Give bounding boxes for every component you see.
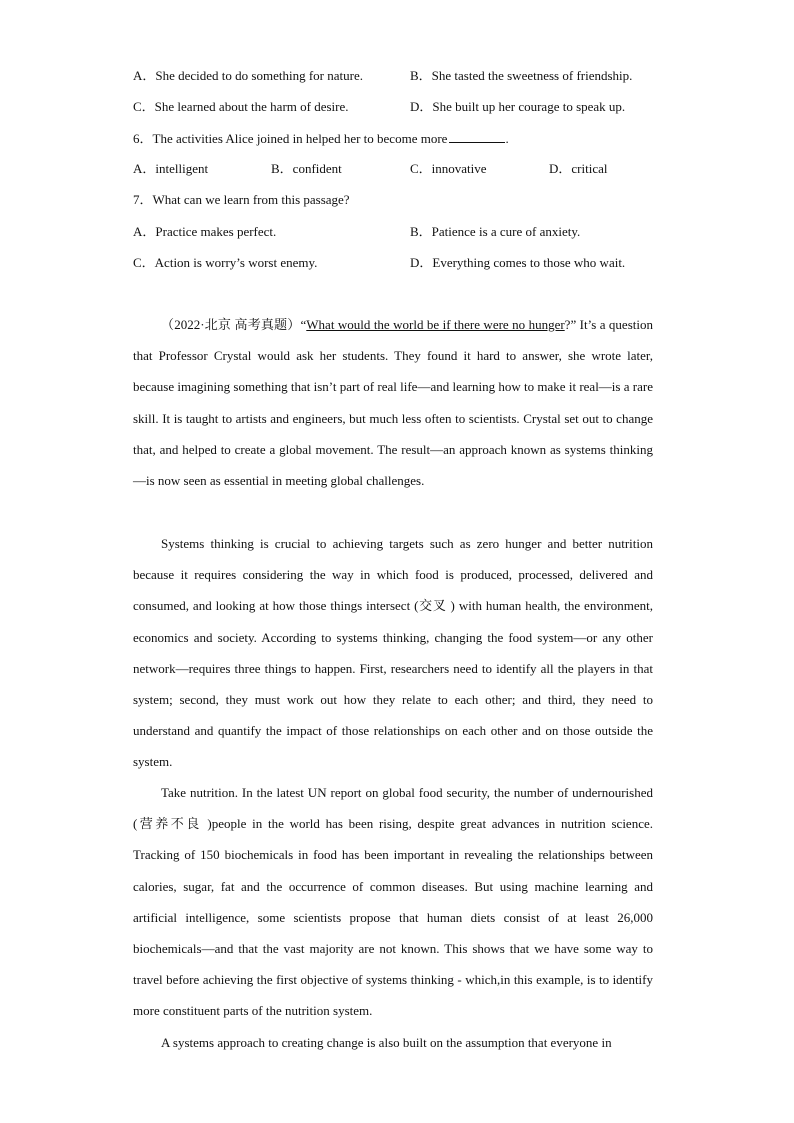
q5-option-b[interactable]: B．She tasted the sweetness of friendship. bbox=[410, 68, 633, 83]
passage-p1-text: ?” It’s a question that Professor Crystal would ask her students. They found it hard to answer, she wrote later, because imagining something that isn’t part of real life—and learning how to make it real—is a rare skill. It is taught to artists and engineers, but much less often to scientists. Crystal set out to change that, and helped to create a global movement. The result—an approach known as systems thinking—is now seen as essential in meeting global challenges. bbox=[133, 317, 653, 489]
q7-option-a[interactable]: A．Practice makes perfect. bbox=[133, 224, 277, 239]
passage-title-question: What would the world be if there were no hunger bbox=[306, 317, 565, 332]
q6-option-c[interactable]: C．innovative bbox=[410, 161, 487, 176]
passage-paragraph-2: Systems thinking is crucial to achieving targets such as zero hunger and better nutrition because it requires considering the way in which food is produced, processed, delivered and consumed, and looking at how those things intersect (交叉 ) with human health, the environment, economics and society. According to systems thinking, changing the food system—or any other network—requires three things to happen. First, researchers need to identify all the players in that system; second, they must work out how they relate to each other; and third, they need to understand and quantify the impact of those relationships on each other and on those outside the system. bbox=[133, 536, 653, 770]
q6-option-d[interactable]: D．critical bbox=[549, 161, 608, 176]
q6-stem: 6．The activities Alice joined in helped her to become more bbox=[133, 131, 448, 146]
q7-option-c[interactable]: C．Action is worry’s worst enemy. bbox=[133, 255, 318, 270]
q7-option-b[interactable]: B．Patience is a cure of anxiety. bbox=[410, 224, 581, 239]
passage-paragraph-3: Take nutrition. In the latest UN report on global food security, the number of undernourished (营养不良 )people in the world has been rising, despite great advances in nutrition science. Tracking of 150 biochemicals in food has been important in revealing the relationships between calories, sugar, fat and the occurrence of common diseases. But using machine learning and artificial intelligence, some scientists propose that human diets consist of at least 26,000 biochemicals—and that the vast majority are not known. This shows that we have some way to travel before achieving the first objective of systems thinking - which,in this example, is to identify more constituent parts of the nutrition system. bbox=[133, 785, 653, 1019]
q6-stem-row bbox=[133, 130, 509, 147]
q5-option-c[interactable]: C．She learned about the harm of desire. bbox=[133, 99, 349, 114]
q6-blank bbox=[449, 130, 505, 143]
passage-paragraph-1 bbox=[133, 309, 653, 496]
passage-source: （2022·北京 高考真题） bbox=[161, 317, 301, 332]
passage-open-quote: “ bbox=[300, 317, 307, 332]
q7-stem: 7．What can we learn from this passage? bbox=[133, 192, 350, 207]
passage-paragraph-4: A systems approach to creating change is also built on the assumption that everyone in bbox=[161, 1035, 612, 1050]
q6-option-b[interactable]: B．confident bbox=[271, 161, 342, 176]
q6-stem-end: . bbox=[505, 131, 509, 146]
q5-option-d[interactable]: D．She built up her courage to speak up. bbox=[410, 99, 626, 114]
q7-option-d[interactable]: D．Everything comes to those who wait. bbox=[410, 255, 626, 270]
q5-option-a[interactable]: A．She decided to do something for nature. bbox=[133, 68, 363, 83]
q6-option-a[interactable]: A．intelligent bbox=[133, 161, 209, 176]
